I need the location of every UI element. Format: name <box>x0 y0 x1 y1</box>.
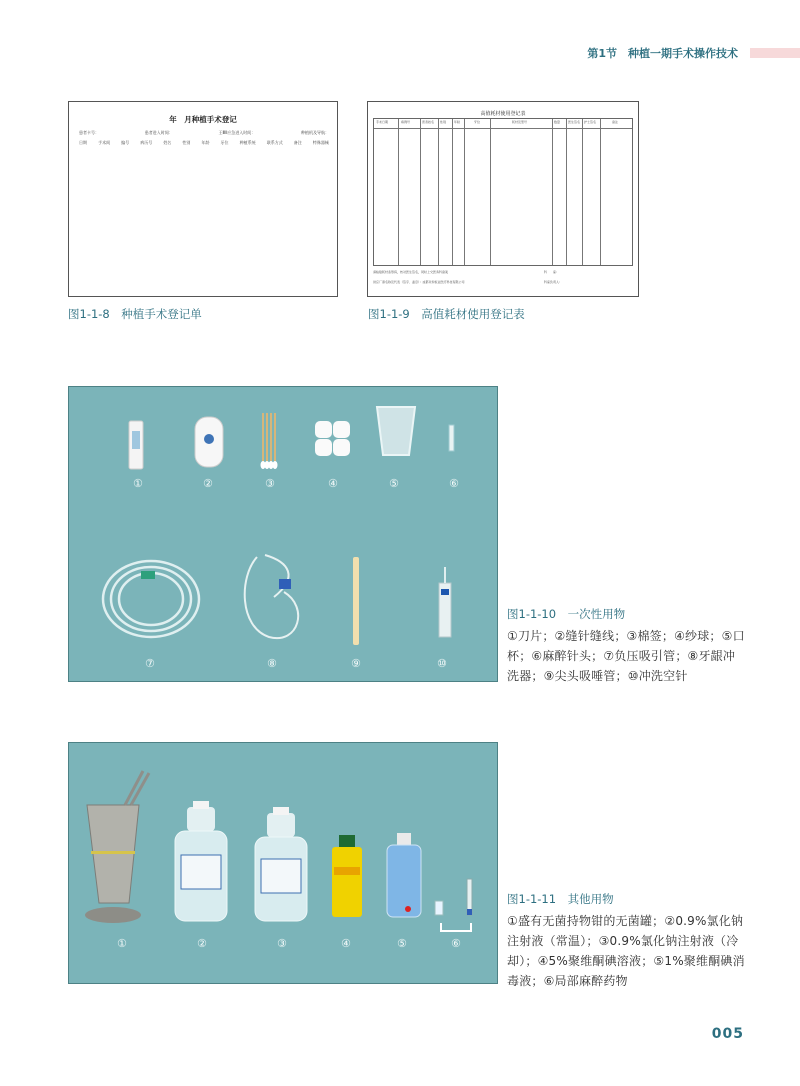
table-header-cell: 病例号 <box>401 120 411 124</box>
item-label: ⑩ <box>437 657 447 670</box>
page-number: 005 <box>711 1026 744 1042</box>
figure-caption-1-1-9: 图1-1-9 高值耗材使用登记表 <box>368 307 525 321</box>
table-header-cell: 性别 <box>440 120 447 124</box>
table-footnote: 科 室： <box>544 270 560 274</box>
item-label: ④ <box>328 477 338 490</box>
form-column: 特殊器械 <box>312 140 329 145</box>
item-label: ③ <box>265 477 275 490</box>
table-header-cell: 备注 <box>612 120 619 124</box>
form-field: 患者卡号： <box>79 130 99 135</box>
table-header-cell: 手术日期 <box>376 120 389 124</box>
form-field: 王ⅢⅡ应急进入时间： <box>218 130 256 135</box>
form-column-row <box>79 140 329 146</box>
form-column: 联系方式 <box>266 140 283 145</box>
form-column: 病历号 <box>140 140 153 145</box>
table-footnote: 供应厂商名称及代表（签字、盖章）：成都众和恒业医疗科技有限公司 <box>373 280 465 284</box>
plastic-cup <box>377 407 415 455</box>
form-title: 年 月种植手术登记 <box>169 115 237 124</box>
gauze-balls <box>315 421 350 456</box>
povidone-iodine-bottle <box>332 835 362 917</box>
form-column: 性别 <box>182 140 191 145</box>
header-accent-bar <box>750 48 800 58</box>
form-field: 种植机及导航： <box>300 130 329 135</box>
section-title: 第1节 种植一期手术操作技术 <box>587 47 738 60</box>
item-label: ① <box>117 937 127 950</box>
form-column: 牙位 <box>220 140 229 145</box>
cotton-swabs <box>263 413 275 461</box>
figure-caption-1-1-8: 图1-1-8 种植手术登记单 <box>68 307 202 321</box>
table-header-cell: 患者姓名 <box>422 120 435 124</box>
table-footnote: 科室负责人： <box>544 280 563 284</box>
figure-description-1-1-10: ①刀片；②缝针缝线；③棉签；④纱球；⑤口杯；⑥麻醉针头；⑦负压吸引管；⑧牙龈冲洗器；⑨尖头吸唾管；⑩冲洗空针 <box>507 629 745 683</box>
item-label: ③ <box>277 937 287 950</box>
item-label: ⑥ <box>451 937 461 950</box>
table-header-cell: 耗材及型号 <box>512 120 528 124</box>
item-label: ④ <box>341 937 351 950</box>
table-title: 高值耗材使用登记表 <box>480 111 526 117</box>
disposable-items-illustration <box>69 387 497 681</box>
item-label: ⑧ <box>267 657 277 670</box>
disposable-items-photo <box>68 386 498 682</box>
figure-caption-1-1-10: 图1-1-10 一次性用物 <box>507 607 626 621</box>
form-field: 患者进入时间： <box>144 130 173 135</box>
form-column: 年龄 <box>201 140 210 145</box>
table-header-cell: 牙位 <box>474 120 481 124</box>
item-label: ⑤ <box>397 937 407 950</box>
table-header-cell: 护士签名 <box>584 120 597 124</box>
anesthesia-needle <box>449 425 454 451</box>
surgery-register-form <box>68 101 338 297</box>
table-footnote: 请粘贴耗材条形码，核对医生签名，同时上交医务科备案 <box>373 270 449 274</box>
gingival-irrigator <box>245 555 298 638</box>
item-label: ② <box>203 477 213 490</box>
item-label: ⑥ <box>449 477 459 490</box>
form-column: 种植系统 <box>239 140 256 145</box>
form-column: 编号 <box>121 140 130 145</box>
item-label: ⑤ <box>389 477 399 490</box>
register-grid <box>373 118 633 266</box>
saline-bottle-cooled <box>255 807 307 921</box>
item-label: ⑨ <box>351 657 361 670</box>
form-column: 姓名 <box>163 140 172 145</box>
other-items-photo <box>68 742 498 984</box>
form-info-row <box>79 130 329 136</box>
form-column: 日期 <box>79 140 87 145</box>
item-label: ⑦ <box>145 657 155 670</box>
form-column: 备注 <box>293 140 302 145</box>
item-label: ① <box>133 477 143 490</box>
saline-bottle-room-temp <box>175 801 227 921</box>
local-anesthetic-vials <box>435 879 472 931</box>
saliva-ejector <box>353 557 359 645</box>
sterile-jar <box>85 771 149 923</box>
figure-description-1-1-11: ①盛有无菌持物钳的无菌罐；②0.9%氯化钠注射液（常温）；③0.9%氯化钠注射液（冷却）；④5%聚维酮碘溶液；⑤1%聚维酮碘消毒液；⑥局部麻醉药物 <box>507 914 745 988</box>
table-header-cell: 年龄 <box>454 120 461 124</box>
running-header <box>0 44 800 64</box>
consumables-register-table <box>367 101 639 297</box>
table-header-cell: 医生签名 <box>568 120 581 124</box>
form-column: 手术间 <box>98 140 111 145</box>
figure-caption-1-1-11: 图1-1-11 其他用物 <box>507 892 614 906</box>
povidone-disinfectant-bottle <box>387 833 421 917</box>
table-header-cell: 数量 <box>554 120 561 124</box>
item-label: ② <box>197 937 207 950</box>
